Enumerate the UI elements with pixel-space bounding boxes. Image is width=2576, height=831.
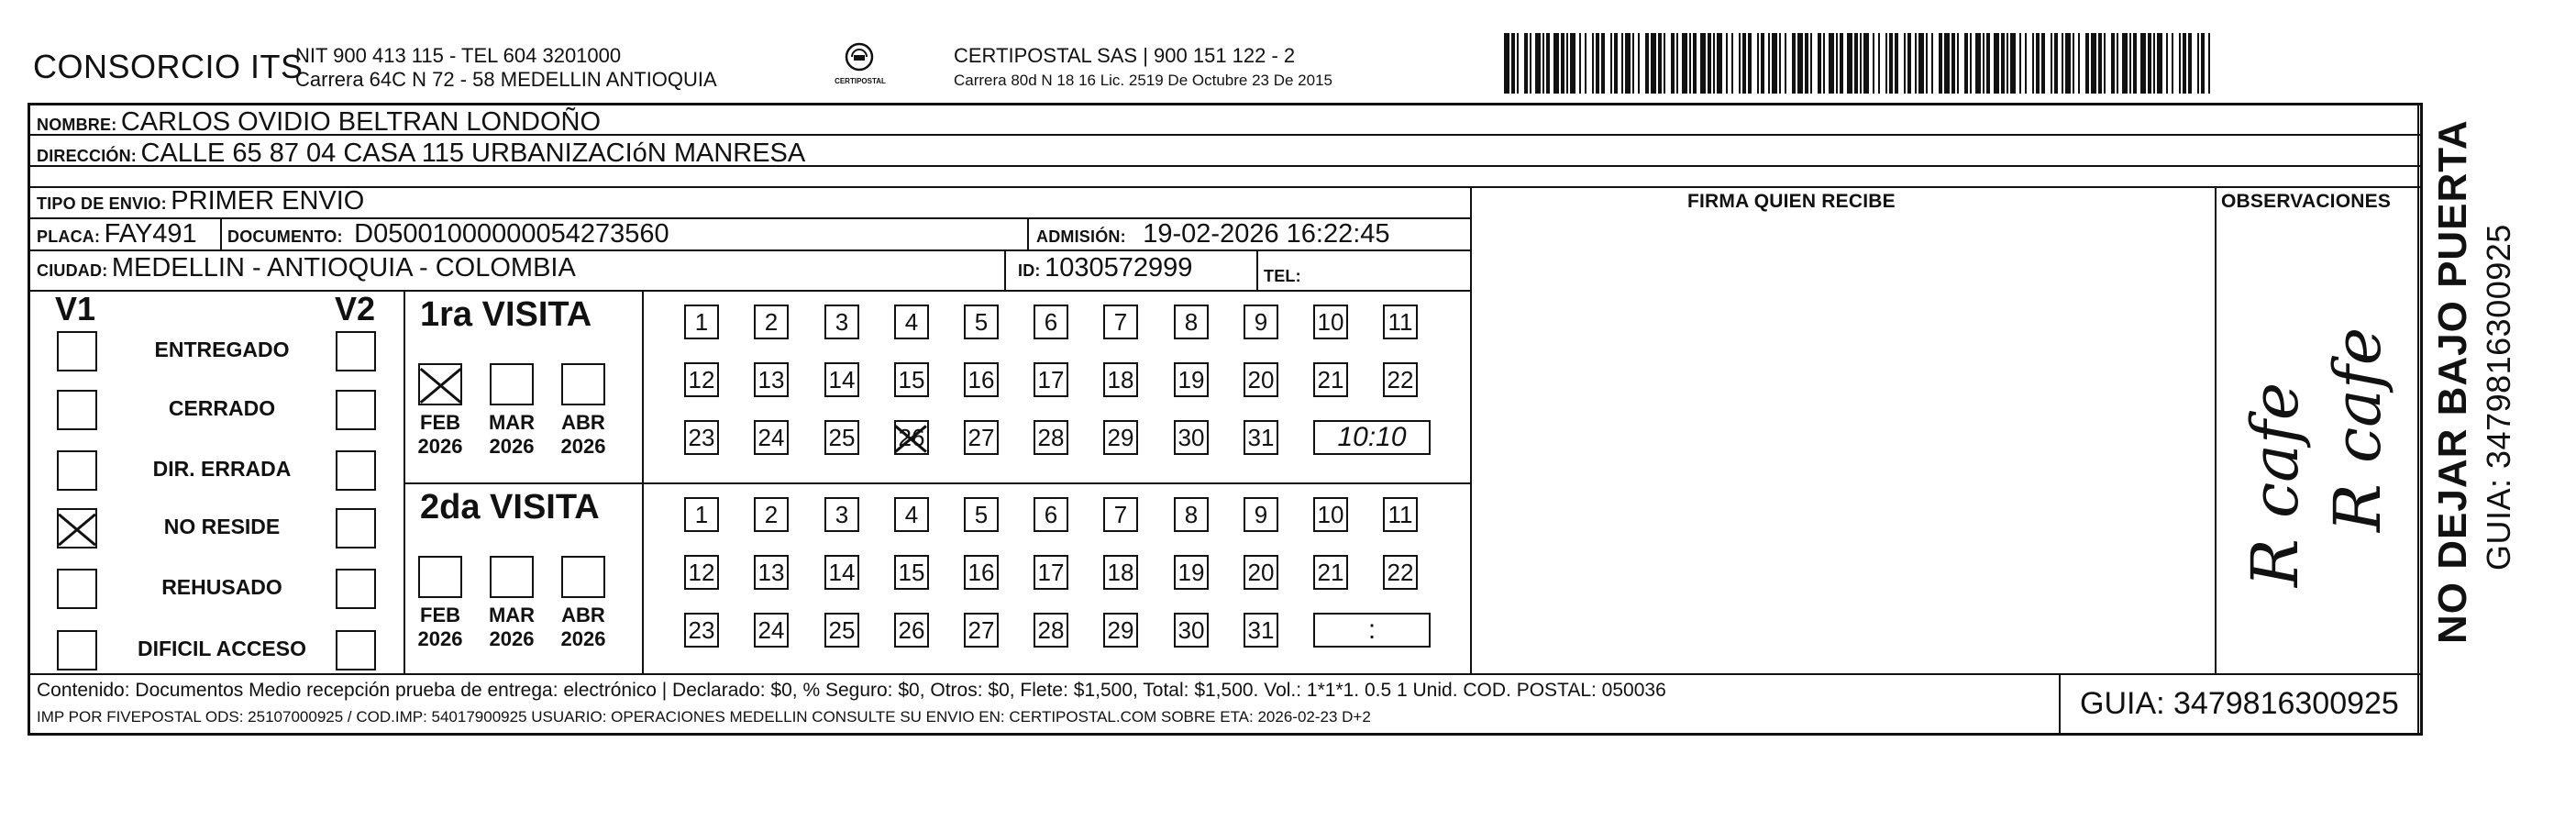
admision-label: ADMISIÓN:: [1036, 227, 1126, 246]
day-box[interactable]: 15: [894, 555, 929, 590]
observacion-handwriting-1: R cafe: [2238, 382, 2313, 587]
v2-header: V2: [335, 290, 376, 327]
day-box[interactable]: 24: [754, 420, 789, 455]
day-box[interactable]: 17: [1034, 555, 1068, 590]
day-box[interactable]: 30: [1174, 420, 1209, 455]
day-box[interactable]: 1: [684, 497, 719, 532]
v2-checkbox[interactable]: [336, 390, 376, 430]
status-label: DIR. ERRADA: [152, 457, 292, 481]
day-box[interactable]: 14: [824, 555, 859, 590]
day-box[interactable]: 26: [894, 613, 929, 648]
documento-label: DOCUMENTO:: [227, 227, 343, 246]
v1-header: V1: [55, 290, 96, 327]
day-box[interactable]: 25: [824, 420, 859, 455]
status-label: CERRADO: [168, 396, 276, 420]
certipostal-line2: Carrera 80d N 18 16 Lic. 2519 De Octubre 23 De 2015: [954, 72, 1332, 89]
tipo-envio-row: [37, 186, 364, 216]
month-label: FEB 2026: [417, 411, 463, 458]
day-box[interactable]: 5: [964, 305, 999, 339]
day-box[interactable]: 2: [754, 497, 789, 532]
ciudad-field: [37, 253, 576, 283]
v2-checkbox[interactable]: [336, 508, 376, 548]
observaciones-header: OBSERVACIONES: [2221, 191, 2392, 212]
id-value: 1030572999: [1045, 253, 1193, 283]
visit-time-box[interactable]: 10:10: [1313, 420, 1431, 455]
day-box[interactable]: 12: [684, 555, 719, 590]
direccion-value: CALLE 65 87 04 CASA 115 URBANIZACIóN MANRESA: [140, 138, 806, 168]
day-box[interactable]: 17: [1034, 362, 1068, 397]
month-checkbox[interactable]: [418, 363, 462, 405]
v1-checkbox[interactable]: [57, 508, 97, 548]
day-box[interactable]: 18: [1103, 555, 1138, 590]
month-label: ABR 2026: [560, 604, 606, 650]
tel-label: TEL:: [1264, 267, 1301, 285]
placa-label: PLACA:: [37, 227, 101, 246]
day-box[interactable]: 13: [754, 555, 789, 590]
day-box[interactable]: 8: [1174, 305, 1209, 339]
month-label: ABR 2026: [560, 411, 606, 458]
visit-title: 1ra VISITA: [420, 295, 592, 334]
certipostal-line1: CERTIPOSTAL SAS | 900 151 122 - 2: [954, 44, 1296, 67]
company-address: Carrera 64C N 72 - 58 MEDELLIN ANTIOQUIA: [295, 68, 717, 91]
company-nit-tel: NIT 900 413 115 - TEL 604 3201000: [295, 44, 622, 67]
month-checkbox[interactable]: [561, 363, 605, 405]
ciudad-label: CIUDAD:: [37, 261, 108, 280]
day-box[interactable]: 23: [684, 420, 719, 455]
tipo-envio-label: TIPO DE ENVIO:: [37, 194, 167, 213]
day-box[interactable]: 10: [1313, 305, 1348, 339]
tel-field: [1264, 259, 1301, 289]
day-box[interactable]: 31: [1244, 613, 1278, 648]
day-box[interactable]: 22: [1383, 555, 1418, 590]
day-box[interactable]: 10: [1313, 497, 1348, 532]
day-box[interactable]: 6: [1034, 305, 1068, 339]
v2-checkbox[interactable]: [336, 630, 376, 670]
admision-field: [1036, 219, 1390, 249]
id-field: [1018, 253, 1192, 283]
v1-checkbox[interactable]: [57, 450, 97, 491]
documento-field: [227, 219, 669, 249]
visit-title: 2da VISITA: [420, 488, 600, 526]
admision-value: 19-02-2026 16:22:45: [1143, 219, 1390, 249]
day-box[interactable]: 12: [684, 362, 719, 397]
day-box[interactable]: 11: [1383, 497, 1418, 532]
nombre-value: CARLOS OVIDIO BELTRAN LONDOÑO: [120, 107, 602, 137]
month-checkbox[interactable]: [418, 556, 462, 598]
documento-value: D05001000000054273560: [354, 219, 669, 249]
v2-checkbox[interactable]: [336, 569, 376, 609]
placa-field: [37, 219, 197, 249]
v1-checkbox[interactable]: [57, 331, 97, 371]
status-label: DIFICIL ACCESO: [137, 637, 306, 660]
day-box[interactable]: 23: [684, 613, 719, 648]
day-box[interactable]: 21: [1313, 555, 1348, 590]
day-box[interactable]: 14: [824, 362, 859, 397]
month-checkbox[interactable]: [490, 363, 534, 405]
day-box[interactable]: 27: [964, 613, 999, 648]
day-box[interactable]: 20: [1244, 555, 1278, 590]
month-label: FEB 2026: [417, 604, 463, 650]
day-box[interactable]: 2: [754, 305, 789, 339]
footer-contenido: Contenido: Documentos Medio recepción prueba de entrega: electrónico | Declarado: $0, % Seguro: $0, Otros: $0, Flete: $1,500, Total: $1,500. Vol.: 1*1*1. 0.5 1 Unid. COD. POSTAL: 050036: [37, 680, 1666, 701]
direccion-row: [37, 138, 805, 169]
day-box[interactable]: 7: [1103, 497, 1138, 532]
month-checkbox[interactable]: [561, 556, 605, 598]
day-box[interactable]: 4: [894, 497, 929, 532]
ciudad-value: MEDELLIN - ANTIOQUIA - COLOMBIA: [111, 253, 576, 283]
day-box[interactable]: 16: [964, 362, 999, 397]
day-box[interactable]: 30: [1174, 613, 1209, 648]
day-box[interactable]: 13: [754, 362, 789, 397]
visit-time-box[interactable]: :: [1313, 613, 1431, 648]
certipostal-logo: [835, 40, 886, 92]
footer-imp: IMP POR FIVEPOSTAL ODS: 25107000925 / COD.IMP: 54017900925 USUARIO: OPERACIONES MEDELLIN CONSULTE SU ENVIO EN: CERTIPOSTAL.COM SOBRE ETA: 2026-02-23 D+2: [37, 708, 1371, 726]
day-box[interactable]: 26: [894, 420, 929, 455]
tipo-envio-value: PRIMER ENVIO: [171, 186, 365, 216]
day-box[interactable]: 7: [1103, 305, 1138, 339]
logo-text: CERTIPOSTAL: [835, 77, 886, 85]
day-box[interactable]: 27: [964, 420, 999, 455]
day-box[interactable]: 4: [894, 305, 929, 339]
form-frame: [28, 103, 2423, 736]
v2-checkbox[interactable]: [336, 331, 376, 371]
side-guia: GUIA: 3479816300925: [2480, 224, 2517, 571]
day-box[interactable]: 28: [1034, 420, 1068, 455]
day-box[interactable]: 1: [684, 305, 719, 339]
nombre-label: NOMBRE:: [37, 116, 117, 134]
footer-guia: GUIA: 3479816300925: [2080, 686, 2399, 721]
status-label: REHUSADO: [161, 575, 282, 599]
observacion-handwriting-2: R cafe: [2320, 327, 2395, 532]
month-checkbox[interactable]: [490, 556, 534, 598]
month-label: MAR 2026: [488, 604, 536, 650]
day-box[interactable]: 25: [824, 613, 859, 648]
day-box[interactable]: 19: [1174, 555, 1209, 590]
placa-value: FAY491: [104, 219, 197, 249]
day-box[interactable]: 18: [1103, 362, 1138, 397]
day-box[interactable]: 16: [964, 555, 999, 590]
v1-checkbox[interactable]: [57, 569, 97, 609]
day-box[interactable]: 5: [964, 497, 999, 532]
v2-checkbox[interactable]: [336, 450, 376, 491]
day-box[interactable]: 29: [1103, 613, 1138, 648]
day-box[interactable]: 15: [894, 362, 929, 397]
v1-checkbox[interactable]: [57, 390, 97, 430]
status-label: ENTREGADO: [154, 338, 290, 361]
side-no-dejar: NO DEJAR BAJO PUERTA: [2430, 119, 2475, 644]
direccion-label: DIRECCIÓN:: [37, 147, 137, 165]
firma-header: FIRMA QUIEN RECIBE: [1687, 191, 1896, 212]
status-label: NO RESIDE: [163, 515, 281, 538]
v1-checkbox[interactable]: [57, 630, 97, 670]
day-box[interactable]: 8: [1174, 497, 1209, 532]
day-box[interactable]: 29: [1103, 420, 1138, 455]
day-box[interactable]: 22: [1383, 362, 1418, 397]
company-name: CONSORCIO ITS: [33, 48, 304, 85]
day-box[interactable]: 28: [1034, 613, 1068, 648]
month-label: MAR 2026: [488, 411, 536, 458]
day-box[interactable]: 9: [1244, 305, 1278, 339]
day-box[interactable]: 24: [754, 613, 789, 648]
day-box[interactable]: 19: [1174, 362, 1209, 397]
day-box[interactable]: 3: [824, 305, 859, 339]
day-box[interactable]: 11: [1383, 305, 1418, 339]
barcode: [1504, 33, 2210, 94]
nombre-row: [37, 107, 601, 138]
day-box[interactable]: 3: [824, 497, 859, 532]
day-box[interactable]: 31: [1244, 420, 1278, 455]
day-box[interactable]: 9: [1244, 497, 1278, 532]
day-box[interactable]: 20: [1244, 362, 1278, 397]
day-box[interactable]: 6: [1034, 497, 1068, 532]
day-box[interactable]: 21: [1313, 362, 1348, 397]
id-label: ID:: [1018, 261, 1041, 280]
